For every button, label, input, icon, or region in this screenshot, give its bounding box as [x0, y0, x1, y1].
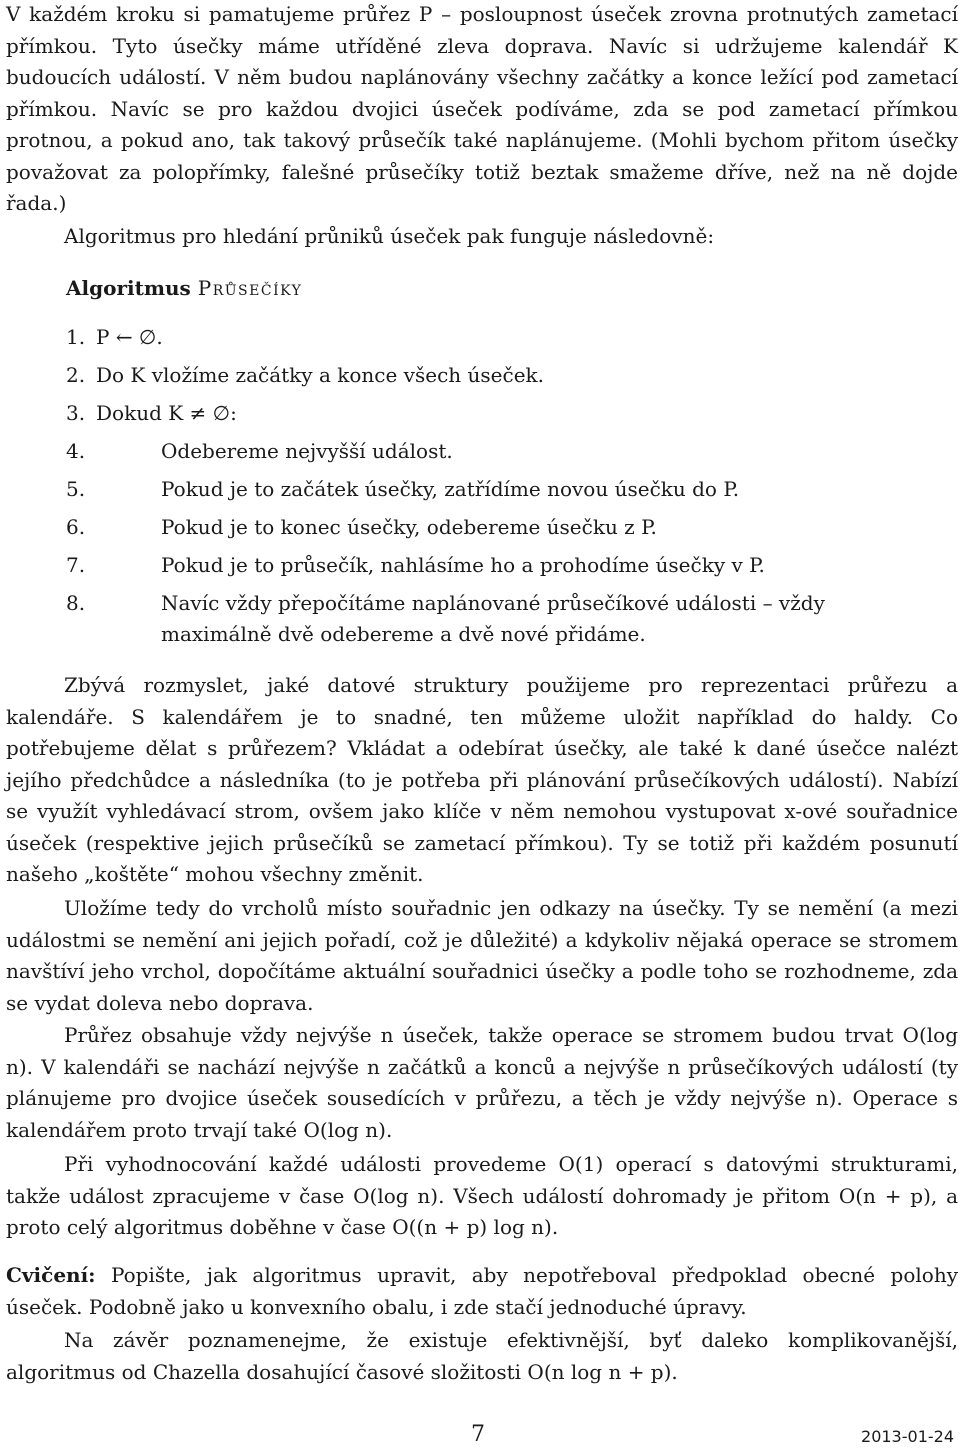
step-text: Pokud je to konec úsečky, odebereme úsečku z P.: [161, 515, 657, 539]
step-text: P ← ∅.: [96, 325, 163, 349]
algorithm-step: [66, 512, 946, 542]
step-text: Pokud je to začátek úsečky, zatřídíme novou úsečku do P.: [161, 477, 740, 501]
step-text: Navíc vždy přepočítáme naplánované průsečíkové události – vždy: [161, 591, 825, 615]
algorithm-step: [66, 322, 946, 352]
step-text: Pokud je to průsečík, nahlásíme ho a prohodíme úsečky v P.: [161, 553, 765, 577]
algorithm-label: Algoritmus: [66, 276, 191, 300]
page-number: 7: [471, 1422, 485, 1447]
algorithm-step: [66, 360, 946, 390]
paragraph-conclusion: Na závěr poznamenejme, že existuje efektivnější, byť daleko komplikovanější, algoritmus od Chazella dosahující časové složitosti O(n log n + p).: [6, 1328, 958, 1384]
step-number: 2.: [66, 363, 86, 387]
step-text: Do K vložíme začátky a konce všech úseček.: [96, 363, 545, 387]
footer-date: 2013-01-24: [861, 1427, 954, 1446]
exercise-paragraph: [6, 1260, 958, 1323]
exercise-text: Popište, jak algoritmus upravit, aby nepotřeboval předpoklad obecné polohy úseček. Podobně jako u konvexního obalu, i zde stačí jednoduché úpravy.: [6, 1263, 958, 1319]
step-number: 3.: [66, 401, 86, 425]
paragraph-total-time: Při vyhodnocování každé události provedeme O(1) operací s datovými strukturami, takže událost zpracujeme v čase O(log n). Všech událostí dohromady je přitom O(n + p), a proto celý algoritmus doběhne v čase O((n + p) log n).: [6, 1152, 958, 1239]
paragraph-tree-nodes: Uložíme tedy do vrcholů místo souřadnic jen odkazy na úsečky. Ty se nemění (a mezi událostmi se nemění ani jejich pořadí, což je důležité) a kdykoliv nějaká operace se stromem navštíví jeho vrchol, dopočítáme aktuální souřadnici úsečky a podle toho se rozhodneme, zda se vydat doleva nebo doprava.: [6, 896, 958, 1015]
paragraph-complexity: Průřez obsahuje vždy nejvýše n úseček, takže operace se stromem budou trvat O(log n). V kalendáři se nachází nejvýše n začátků a konců a nejvýše n průsečíkových událostí (ty plánujeme pro dvojice úseček sousedících v průřezu, a těch je vždy nejvýše n). Operace s kalendářem proto trvají také O(log n).: [6, 1023, 958, 1142]
algorithm-step: [66, 550, 946, 580]
step-number: 4.: [66, 439, 86, 463]
algorithm-heading: [66, 273, 302, 305]
algorithm-step: [66, 474, 946, 504]
step-number: 8.: [66, 591, 86, 615]
exercise-label: Cvičení:: [6, 1263, 96, 1287]
algorithm-name: Průsečíky: [197, 276, 303, 300]
algorithm-step: [66, 398, 946, 428]
step-number: 1.: [66, 325, 86, 349]
algorithm-step: [66, 588, 946, 618]
paragraph-data-structures: Zbývá rozmyslet, jaké datové struktury použijeme pro reprezentaci průřezu a kalendáře. S kalendářem je to snadné, ten můžeme uložit například do haldy. Co potřebujeme dělat s průřezem? Vkládat a odebírat úsečky, ale také k dané úsečce nalézt jejího předchůdce a následníka (to je potřeba při plánování průsečíkových událostí). Nabízí se využít vyhledávací strom, ovšem jako klíče v něm nemohou vystupovat x-ové souřadnice úseček (respektive jejich průsečíků se zametací přímkou). Ty se totiž při každém posunutí našeho „koštěte“ mohou všechny změnit.: [6, 673, 958, 886]
step-number: 5.: [66, 477, 86, 501]
step-number: 7.: [66, 553, 86, 577]
paragraph-cross-section-intro: V každém kroku si pamatujeme průřez P – posloupnost úseček zrovna protnutých zametací přímkou. Tyto úsečky máme utříděné zleva doprava. Navíc si udržujeme kalendář K budoucích událostí. V něm budou naplánovány všechny začátky a konce ležící pod zametací přímkou. Navíc se pro každou dvojici úseček podíváme, zda se pod zametací přímkou protnou, a pokud ano, tak takový průsečík také naplánujeme. (Mohli bychom přitom úsečky považovat za polopřímky, falešné průsečíky totiž beztak smažeme dříve, než na ně dojde řada.): [6, 2, 958, 215]
paragraph-algorithm-intro: Algoritmus pro hledání průniků úseček pak funguje následovně:: [64, 224, 715, 248]
step-text: Odebereme nejvyšší událost.: [161, 439, 453, 463]
algorithm-step: [66, 619, 946, 649]
step-text: maximálně dvě odebereme a dvě nové přidáme.: [161, 622, 646, 646]
step-number: 6.: [66, 515, 86, 539]
algorithm-step: [66, 436, 946, 466]
step-text: Dokud K ≠ ∅:: [96, 401, 237, 425]
